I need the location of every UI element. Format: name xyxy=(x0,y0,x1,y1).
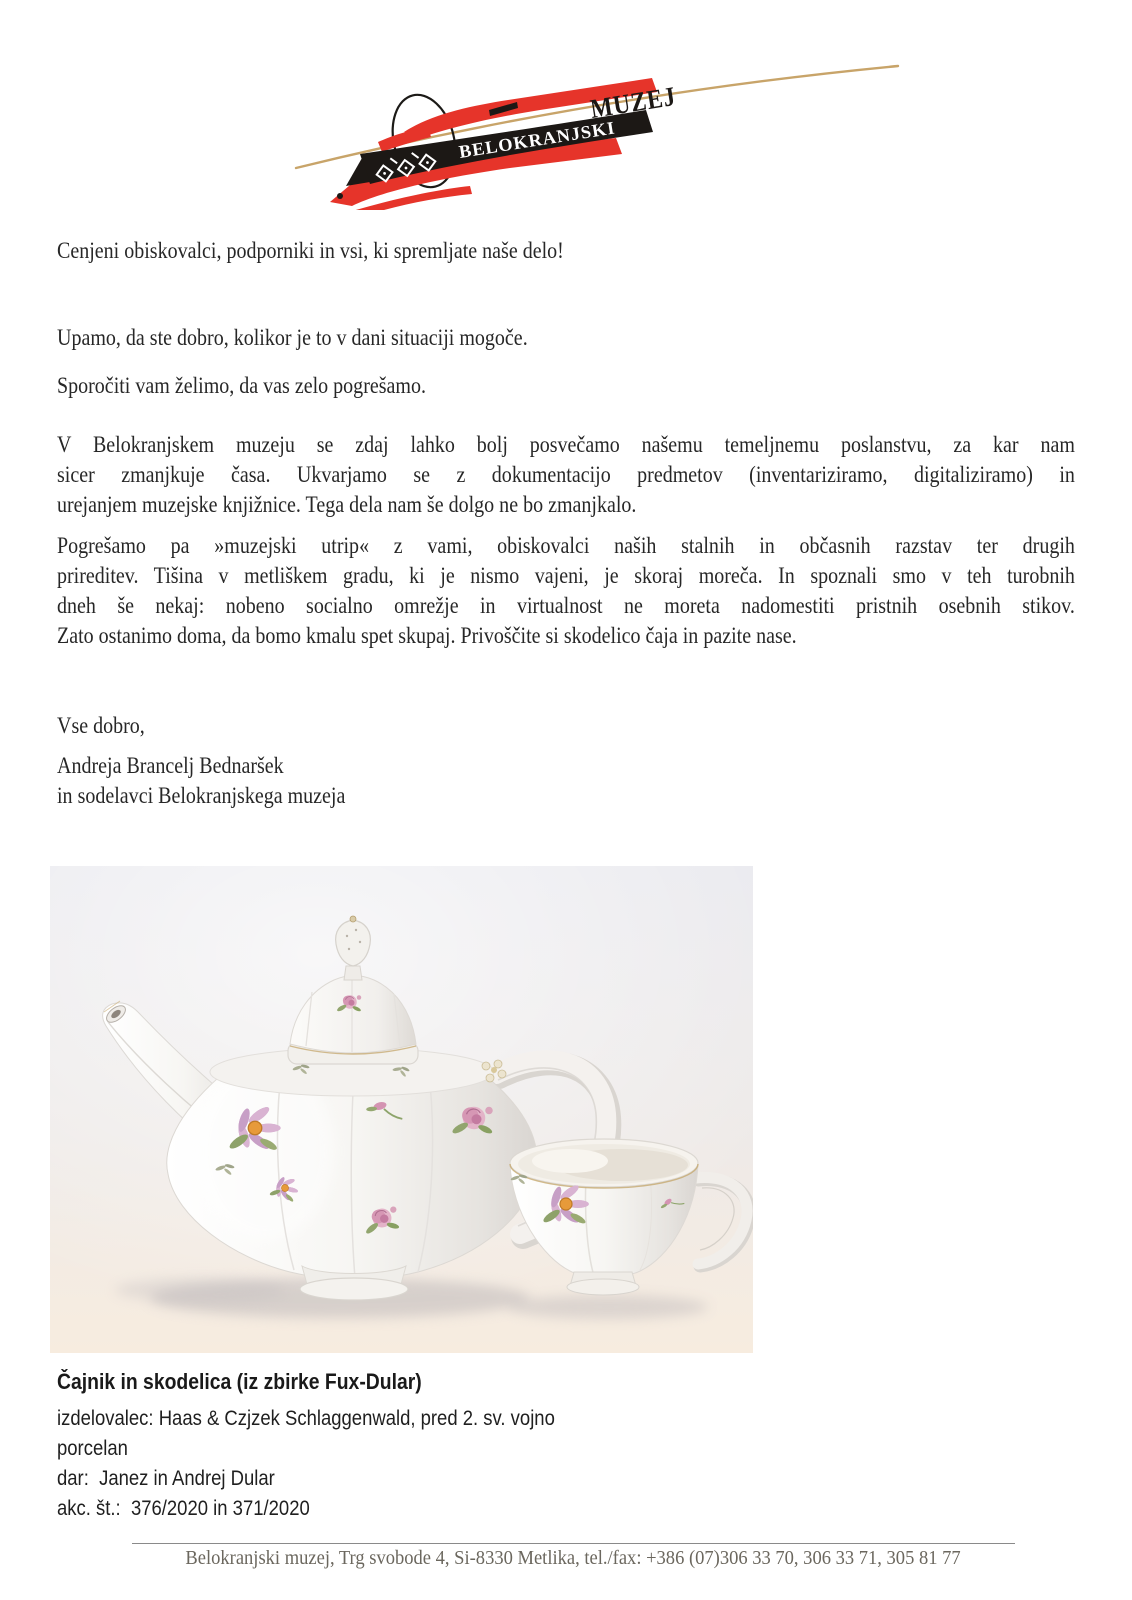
letter-paragraph-3 xyxy=(57,430,1075,520)
black-splatter-dot xyxy=(337,193,343,199)
photo-caption-title: Čajnik in skodelica (iz zbirke Fux-Dular) xyxy=(57,1369,422,1394)
museum-logo xyxy=(40,40,900,210)
page-footer xyxy=(132,1543,1015,1570)
signature-line: in sodelavci Belokranjskega muzeja xyxy=(57,783,346,808)
letter-line: urejanjem muzejske knjižnice. Tega dela nam še dolgo ne bo zmanjkalo. xyxy=(57,492,637,517)
logo-text-muzej: MUZEJ xyxy=(588,78,692,124)
signature-line: Andreja Brancelj Bednaršek xyxy=(57,753,284,778)
teapot-and-cup-photo xyxy=(50,866,753,1353)
logo-text-belokranjski: BELOKRANJSKI xyxy=(457,117,614,162)
letter-line: V Belokranjskem muzeju se zdaj lahko bolj posvečamo našemu temeljnemu poslanstvu, za kar nam xyxy=(57,432,1075,457)
caption-line: izdelovalec: Haas & Czjzek Schlaggenwald, pred 2. sv. vojno xyxy=(57,1407,555,1430)
footer-address-text: Belokranjski muzej, Trg svobode 4, Si-8330 Metlika, tel./fax: +386 (07)306 33 70, 306 33 71, 305 81 77 xyxy=(185,1548,962,1569)
letter-closing: Vse dobro, xyxy=(57,713,145,738)
caption-line: akc. št.: 376/2020 in 371/2020 xyxy=(57,1497,310,1520)
letter-line: dneh še nekaj: nobeno socialno omrežje in virtualnost ne moreta nadomestiti pristnih osebnih stikov. xyxy=(57,593,1075,618)
letter-paragraph-1: Upamo, da ste dobro, kolikor je to v dani situaciji mogoče. xyxy=(57,325,528,350)
caption-line: porcelan xyxy=(57,1437,128,1460)
caption-line: dar: Janez in Andrej Dular xyxy=(57,1467,275,1490)
letter-line: Pogrešamo pa »muzejski utrip« z vami, obiskovalci naših stalnih in občasnih razstav ter drugih xyxy=(57,533,1075,558)
photo-caption-details xyxy=(57,1404,849,1524)
letter-line: Zato ostanimo doma, da bomo kmalu spet skupaj. Privoščite si skodelico čaja in pazite nase. xyxy=(57,623,797,648)
letter-salutation: Cenjeni obiskovalci, podporniki in vsi, ki spremljate naše delo! xyxy=(57,238,564,263)
letter-signature xyxy=(57,751,1075,811)
letter-paragraph-2: Sporočiti vam želimo, da vas zelo pogrešamo. xyxy=(57,373,426,398)
letter-line: sicer zmanjkuje časa. Ukvarjamo se z dokumentacijo predmetov (inventariziramo, digitaliziramo) in xyxy=(57,462,1075,487)
letter-line: prireditev. Tišina v metliškem gradu, ki je nismo vajeni, je skoraj moreča. In spoznali smo v teh turobnih xyxy=(57,563,1075,588)
letter-paragraph-4 xyxy=(57,531,1075,651)
